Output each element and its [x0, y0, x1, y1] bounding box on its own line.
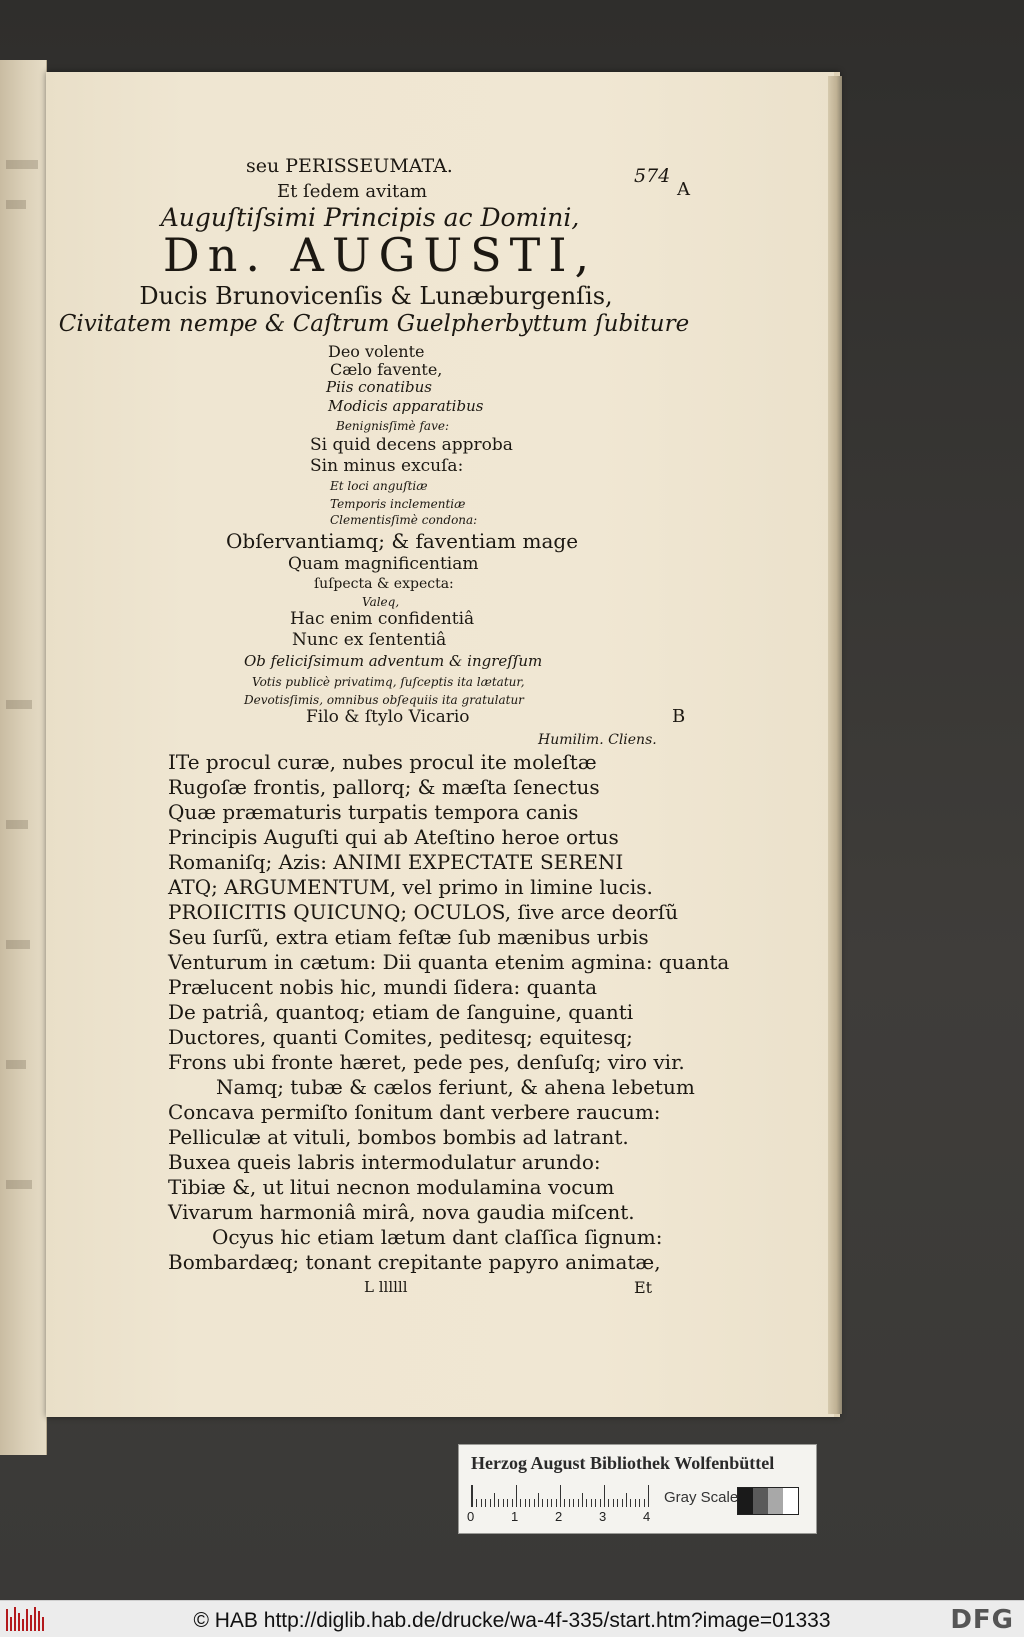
- left-page-ghost-text: [6, 820, 28, 829]
- ruler-number: 3: [599, 1509, 607, 1524]
- left-page-ghost-text: [6, 940, 30, 949]
- ruler-tick: [564, 1499, 565, 1507]
- ruler-tick: [630, 1499, 631, 1507]
- verse-line: Namq; tubæ & cælos feriunt, & ahena lebetum: [216, 1075, 695, 1099]
- ruler-tick: [648, 1485, 649, 1507]
- ruler-tick: [617, 1499, 618, 1507]
- ruler-tick: [476, 1499, 477, 1507]
- gray-scale-swatches: [737, 1487, 799, 1515]
- left-page-edge: [0, 60, 47, 1455]
- stanza-line: Deo volente: [328, 342, 425, 361]
- signature-mark: L llllll: [364, 1278, 408, 1296]
- color-calibration-bar: [458, 1444, 817, 1534]
- stanza-line: Ob feliciſsimum adventum & ingreſſum: [244, 652, 543, 670]
- verse-line: Frons ubi fronte hæret, pede pes, denſuſq; viro vir.: [168, 1050, 685, 1074]
- ruler-tick: [573, 1499, 574, 1507]
- ruler-tick: [582, 1493, 583, 1507]
- margin-letter-a: A: [677, 179, 690, 200]
- ruler-tick: [512, 1499, 513, 1507]
- left-page-ghost-text: [6, 200, 26, 209]
- ruler-tick: [542, 1499, 543, 1507]
- gray-swatch: [768, 1488, 783, 1514]
- footer-bar: [0, 1600, 1024, 1637]
- ruler-numbers: [467, 1509, 687, 1525]
- signature: Humilim. Cliens.: [538, 732, 657, 748]
- ruler-tick: [485, 1499, 486, 1507]
- verse-line: Prælucent nobis hic, mundi ſidera: quanta: [168, 975, 598, 999]
- ruler-tick: [569, 1499, 570, 1507]
- ruler-tick: [472, 1485, 473, 1507]
- title-line-sedem: Et ſedem avitam: [276, 181, 428, 202]
- stanza-line: Filo & ſtylo Vicario: [306, 707, 470, 727]
- ruler-tick: [490, 1499, 491, 1507]
- stanza-line: Cælo favente,: [330, 360, 443, 379]
- stanza-line: Valeq,: [362, 595, 400, 609]
- ruler-tick: [560, 1485, 561, 1507]
- verse-line: Vivarum harmoniâ mirâ, nova gaudia miſcent.: [168, 1200, 635, 1224]
- ruler-number: 2: [555, 1509, 563, 1524]
- ruler-tick: [639, 1499, 640, 1507]
- ruler-tick: [613, 1499, 614, 1507]
- verse-line: ITe procul curæ, nubes procul ite moleſtæ: [168, 750, 597, 774]
- ruler-tick: [538, 1493, 539, 1507]
- ruler-tick: [595, 1499, 596, 1507]
- stanza-line: Obſervantiamq; & faventiam mage: [226, 529, 579, 553]
- verse-line: Ductores, quanti Comites, peditesq; equitesq;: [168, 1025, 633, 1049]
- stanza-line: ſuſpecta & expecta:: [314, 576, 454, 592]
- footer-copyright-link[interactable]: © HAB http://diglib.hab.de/drucke/wa-4f-335/start.htm?image=01333: [193, 1609, 831, 1632]
- title-line-ducis: Ducis Brunovicenſis & Lunæburgenſis,: [139, 282, 613, 310]
- verse-line: Rugoſæ frontis, pallorq; & mæſta ſenectus: [168, 775, 600, 799]
- dfg-logo: DFG: [950, 1605, 1014, 1635]
- stanza-line: Votis publicè privatimq, ſuſceptis ita lætatur,: [252, 675, 525, 689]
- stanza-line: Quam magnificentiam: [288, 554, 479, 574]
- gray-swatch: [783, 1488, 798, 1514]
- running-header: seu PERISSEUMATA.: [246, 155, 453, 177]
- stanza-line: Et loci anguſtiæ: [330, 479, 428, 493]
- ruler-tick: [507, 1499, 508, 1507]
- verse-line: Principis Auguſti qui ab Ateſtino heroe ortus: [168, 825, 619, 849]
- left-page-ghost-text: [6, 160, 38, 169]
- verse-line: PROIICITIS QUICUNQ; OCULOS, ſive arce deorſũ: [168, 900, 679, 924]
- verse-line: Concava permiſto ſonitum dant verbere raucum:: [168, 1100, 661, 1124]
- ruler-tick: [556, 1499, 557, 1507]
- verse-line: Pelliculæ at vituli, bombos bombis ad latrant.: [168, 1125, 629, 1149]
- ruler-tick: [503, 1499, 504, 1507]
- stanza-line: Sin minus excuſa:: [310, 456, 464, 476]
- ruler-tick: [622, 1499, 623, 1507]
- ruler-tick: [481, 1499, 482, 1507]
- ruler-tick: [600, 1499, 601, 1507]
- margin-letter-b: B: [672, 706, 686, 727]
- stanza-line: Benignisſimè fave:: [336, 419, 449, 433]
- stanza-line: Clementisſimè condona:: [330, 513, 478, 527]
- library-name: Herzog August Bibliothek Wolfenbüttel: [471, 1453, 775, 1473]
- stanza-line: Modicis apparatibus: [328, 397, 484, 415]
- stanza-line: Devotisſimis, omnibus obſequiis ita gratulatur: [244, 693, 524, 707]
- verse-line: Venturum in cætum: Dii quanta etenim agmina: quanta: [168, 950, 730, 974]
- title-line-dn-augusti: Dn. AUGUSTI,: [162, 228, 598, 282]
- ruler-tick: [525, 1499, 526, 1507]
- title-line-augustissimi: Auguſtiſsimi Principis ac Domini,: [160, 203, 580, 232]
- stanza-line: Si quid decens approba: [310, 435, 513, 455]
- verse-line: Bombardæq; tonant crepitante papyro animatæ,: [168, 1250, 661, 1274]
- ruler-tick: [578, 1499, 579, 1507]
- verse-line: Buxea queis labris intermodulatur arundo:: [168, 1150, 601, 1174]
- verse-line: Tibiæ &, ut litui necnon modulamina vocum: [168, 1175, 615, 1199]
- verse-line: Romaniſq; Azis: ANIMI EXPECTATE SERENI: [168, 850, 624, 874]
- ruler-number: 1: [511, 1509, 519, 1524]
- ruler-tick: [547, 1499, 548, 1507]
- left-page-ghost-text: [6, 1060, 26, 1069]
- verse-line: ATQ; ARGUMENTUM, vel primo in limine lucis.: [168, 875, 653, 899]
- ruler-tick: [626, 1493, 627, 1507]
- stanza-line: Nunc ex ſententiâ: [292, 630, 447, 650]
- ruler-tick: [551, 1499, 552, 1507]
- ruler-tick: [604, 1485, 605, 1507]
- gray-swatch: [738, 1488, 753, 1514]
- stanza-line: Hac enim confidentiâ: [290, 609, 475, 629]
- left-page-ghost-text: [6, 1180, 32, 1189]
- ruler-tick: [534, 1499, 535, 1507]
- ruler-tick: [529, 1499, 530, 1507]
- ruler-tick: [635, 1499, 636, 1507]
- left-page-ghost-text: [6, 700, 32, 709]
- title-line-civitatem: Civitatem nempe & Caſtrum Guelpherbyttum ſubiture: [58, 311, 690, 337]
- ruler-number: 0: [467, 1509, 475, 1524]
- verse-line: De patriâ, quantoq; etiam de ſanguine, quanti: [168, 1000, 634, 1024]
- scale-ruler: [471, 1485, 670, 1507]
- page-fore-edge: [828, 76, 842, 1414]
- ruler-tick: [494, 1493, 495, 1507]
- stanza-line: Temporis inclementiæ: [330, 497, 466, 511]
- ruler-tick: [591, 1499, 592, 1507]
- stanza-line: Piis conatibus: [326, 378, 432, 396]
- verse-line: Quæ præmaturis turpatis tempora canis: [168, 800, 579, 824]
- page-number: 574: [634, 165, 671, 187]
- ruler-tick: [608, 1499, 609, 1507]
- gray-scale-label: Gray Scale: [664, 1489, 739, 1506]
- verse-line: Ocyus hic etiam lætum dant claſſica ſignum:: [212, 1225, 663, 1249]
- gray-swatch: [753, 1488, 768, 1514]
- catchword: Et: [634, 1278, 653, 1297]
- ruler-tick: [586, 1499, 587, 1507]
- ruler-number: 4: [643, 1509, 651, 1524]
- ruler-tick: [498, 1499, 499, 1507]
- verse-line: Seu ſurſũ, extra etiam feſtæ ſub mænibus urbis: [168, 925, 649, 949]
- ruler-tick: [520, 1499, 521, 1507]
- ruler-tick: [516, 1485, 517, 1507]
- ruler-tick: [644, 1499, 645, 1507]
